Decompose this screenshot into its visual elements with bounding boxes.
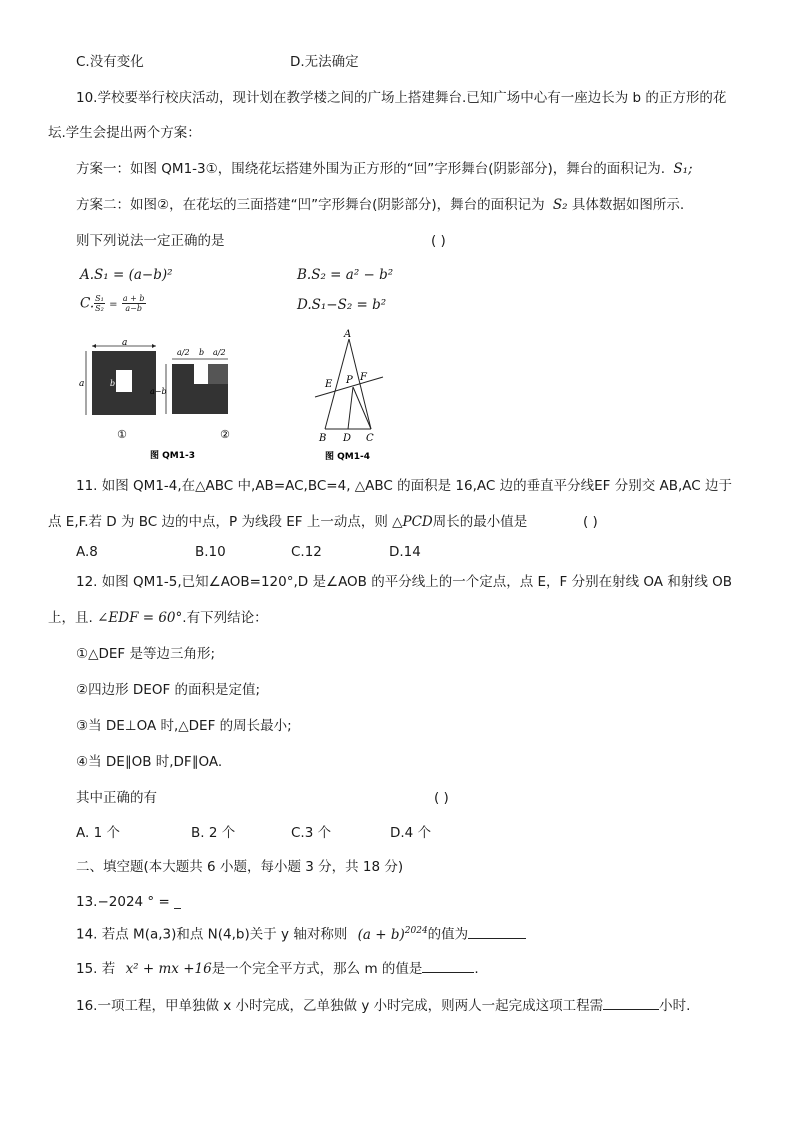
q10-option-a: A.S₁ = (a−b)² <box>80 267 173 283</box>
q12-line2-suffix: .有下列结论： <box>182 610 268 626</box>
arrow-icon <box>92 344 96 348</box>
q9-option-c: C.没有变化 <box>76 54 144 70</box>
q12-line2 <box>48 609 268 627</box>
q10-option-b: B.S₂ = a² − b² <box>297 267 394 283</box>
point-c-label: C <box>366 433 374 444</box>
q10-line2: 坛.学生会提出两个方案： <box>48 125 201 141</box>
q11-line2-symbol: PCD <box>402 514 433 530</box>
frac-num: S₁ <box>95 294 104 303</box>
q12-answer-paren: ( ) <box>434 790 449 806</box>
q16-line <box>76 995 690 1015</box>
fig1-flowerbed <box>116 370 132 392</box>
fig2-right-block <box>208 364 228 384</box>
fig2-number: ② <box>220 428 230 441</box>
point-p-label: P <box>346 375 353 386</box>
q10-option-d: D.S₁−S₂ = b² <box>297 297 387 313</box>
q16-answer-blank[interactable] <box>603 995 659 1010</box>
q11-line2 <box>48 513 527 531</box>
q11-option-c: C.12 <box>291 544 322 560</box>
q10-answer-paren: ( ) <box>431 233 446 249</box>
q12-option-d: D.4 个 <box>390 825 432 841</box>
q14-exponent: 2024 <box>404 926 428 936</box>
point-f-label: F <box>360 372 367 383</box>
q10-plan1-symbol: S₁; <box>673 161 693 177</box>
q10-plan2-symbol: S₂ <box>552 197 568 213</box>
section-2-title: 二、填空题(本大题共 6 小题，每小题 3 分，共 18 分) <box>76 859 404 875</box>
point-a-label: A <box>344 329 352 340</box>
q14-suffix: 的值为 <box>427 926 469 943</box>
q10-option-c-prefix: C. <box>80 295 95 312</box>
fig2-flowerbed <box>194 364 208 384</box>
q12-line2-prefix: 上，且. <box>48 610 93 626</box>
q13-text: 13.−2024 ° = _ <box>76 894 181 910</box>
point-d-label: D <box>343 433 352 444</box>
q12-conclusion-1: ①△DEF 是等边三角形; <box>76 646 216 662</box>
q10-plan1 <box>76 160 693 178</box>
q15-expression: x² + mx +16 <box>125 961 212 977</box>
q11-line2-suffix: 周长的最小值是 <box>432 514 528 530</box>
q10-option-c-right-fraction <box>122 294 146 313</box>
q10-plan2-text: 方案二：如图②，在花坛的三面搭建“凹”字形舞台(阴影部分)，舞台的面积记为 <box>76 197 545 213</box>
q11-line1: 11. 如图 QM1-4,在△ABC 中,AB=AC,BC=4, △ABC 的面积是 16,AC 边的垂直平分线EF 分别交 AB,AC 边于 <box>76 478 732 494</box>
q11-option-d: D.14 <box>389 544 421 560</box>
q10-option-c <box>80 294 146 315</box>
q14-expression: (a + b) <box>357 926 405 943</box>
segment-pd <box>348 387 353 429</box>
q15-prefix: 15. 若 <box>76 961 116 977</box>
q10-option-c-eq: = <box>109 299 118 311</box>
q15-end: . <box>474 961 479 977</box>
fig2-label-a-over-2-right: a/2 <box>213 348 226 357</box>
fig1-number: ① <box>117 428 127 441</box>
fig2-label-b: b <box>199 348 205 357</box>
figure-qm1-3-caption: 图 QM1-3 <box>150 451 196 461</box>
q10-stem: 则下列说法一定正确的是 <box>76 233 225 249</box>
q12-line2-symbol: ∠EDF = 60° <box>97 610 183 626</box>
q12-option-b: B. 2 个 <box>191 825 236 841</box>
figure-qm1-4-caption: 图 QM1-4 <box>325 452 371 462</box>
q15-answer-blank[interactable] <box>422 958 474 973</box>
fig1-label-b: b <box>110 379 116 388</box>
q15-suffix: 是一个完全平方式，那么 m 的值是 <box>211 961 423 977</box>
q12-option-c: C.3 个 <box>291 825 332 841</box>
q12-stem: 其中正确的有 <box>76 790 157 806</box>
q14-answer-blank[interactable] <box>468 924 526 939</box>
q14-prefix: 14. 若点 M(a,3)和点 N(4,b)关于 y 轴对称则 <box>76 926 348 943</box>
q9-option-d: D.无法确定 <box>290 54 359 70</box>
q11-option-b: B.10 <box>195 544 226 560</box>
q12-option-a: A. 1 个 <box>76 825 120 841</box>
point-b-label: B <box>319 433 327 444</box>
q10-plan2 <box>76 196 684 214</box>
q12-conclusion-3: ③当 DE⊥OA 时,△DEF 的周长最小; <box>76 718 292 734</box>
q16-end: 小时. <box>659 998 691 1014</box>
fig1-label-a-left: a <box>79 379 85 389</box>
q11-line2-prefix: 点 E,F.若 D 为 BC 边的中点，P 为线段 EF 上一动点，则 △ <box>48 514 403 530</box>
fig2-label-a-minus-b: a−b <box>150 387 167 396</box>
frac-den: a−b <box>125 304 142 313</box>
arrow-icon <box>152 344 156 348</box>
figure-qm1-3 <box>70 338 270 462</box>
q11-option-a: A.8 <box>76 544 98 560</box>
q14-line <box>76 922 526 944</box>
q10-option-c-left-fraction <box>94 294 105 313</box>
q12-line1: 12. 如图 QM1-5,已知∠AOB=120°,D 是∠AOB 的平分线上的一个定点，点 E，F 分别在射线 OA 和射线 OB <box>76 574 733 590</box>
fig2-label-a-over-2-left: a/2 <box>177 348 190 357</box>
q10-line1: 10.学校要举行校庆活动，现计划在教学楼之间的广场上搭建舞台.已知广场中心有一座边长为 b 的正方形的花 <box>76 90 727 106</box>
fig1-label-a-top: a <box>122 338 128 348</box>
q12-conclusion-2: ②四边形 DEOF 的面积是定值; <box>76 682 261 698</box>
frac-den: S₂ <box>95 304 104 313</box>
q10-plan1-text: 方案一：如图 QM1-3①，围绕花坛搭建外围为正方形的“回”字形舞台(阴影部分)，舞台的面积记为. <box>76 161 666 177</box>
figure-qm1-4 <box>305 325 400 465</box>
q10-plan2-tail: 具体数据如图所示. <box>571 197 685 213</box>
q15-line <box>76 958 479 978</box>
q11-answer-paren: ( ) <box>583 514 598 530</box>
point-e-label: E <box>325 379 333 390</box>
q12-conclusion-4: ④当 DE∥OB 时,DF∥OA. <box>76 754 223 770</box>
q16-text: 16.一项工程，甲单独做 x 小时完成，乙单独做 y 小时完成，则两人一起完成这项工程需 <box>76 998 604 1014</box>
frac-num: a + b <box>122 294 145 303</box>
